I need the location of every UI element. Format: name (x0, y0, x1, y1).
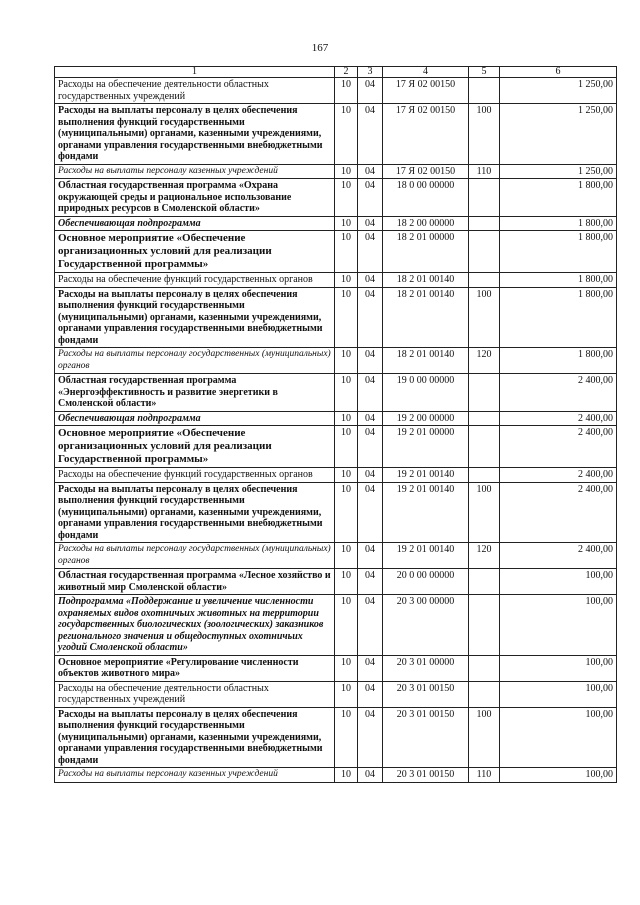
row-target-article: 18 2 01 00140 (383, 273, 469, 288)
row-expense-type: 100 (469, 287, 500, 348)
row-expense-type (469, 179, 500, 217)
row-section: 10 (335, 768, 358, 783)
row-amount: 2 400,00 (500, 482, 617, 543)
row-expense-type (469, 231, 500, 273)
row-subsection: 04 (358, 164, 383, 179)
row-expense-type (469, 569, 500, 595)
row-subsection: 04 (358, 543, 383, 569)
row-expense-type (469, 468, 500, 483)
row-target-article: 20 3 01 00150 (383, 681, 469, 707)
header-col-amount: 6 (500, 67, 617, 78)
table-row (55, 595, 617, 656)
row-section: 10 (335, 231, 358, 273)
row-subsection: 04 (358, 681, 383, 707)
row-expense-type (469, 273, 500, 288)
row-section: 10 (335, 681, 358, 707)
row-section: 10 (335, 543, 358, 569)
header-row (55, 67, 617, 78)
row-section: 10 (335, 707, 358, 768)
row-section: 10 (335, 426, 358, 468)
row-subsection: 04 (358, 216, 383, 231)
table-row (55, 426, 617, 468)
table-row (55, 569, 617, 595)
row-target-article: 20 3 01 00150 (383, 707, 469, 768)
header-col-name: 1 (55, 67, 335, 78)
row-name: Областная государственная программа «Охрана окружающей среды и рациональное использование природных ресурсов в Смоленской области» (55, 179, 335, 217)
row-section: 10 (335, 569, 358, 595)
row-section: 10 (335, 273, 358, 288)
row-target-article: 17 Я 02 00150 (383, 164, 469, 179)
table-row (55, 707, 617, 768)
row-target-article: 20 0 00 00000 (383, 569, 469, 595)
row-target-article: 19 2 01 00000 (383, 426, 469, 468)
row-name: Расходы на выплаты персоналу государственных (муниципальных) органов (55, 348, 335, 374)
row-subsection: 04 (358, 104, 383, 165)
row-subsection: 04 (358, 348, 383, 374)
row-section: 10 (335, 374, 358, 412)
row-subsection: 04 (358, 595, 383, 656)
row-subsection: 04 (358, 411, 383, 426)
row-amount: 1 800,00 (500, 348, 617, 374)
row-expense-type: 120 (469, 348, 500, 374)
row-name: Расходы на выплаты персоналу в целях обеспечения выполнения функций государственными (муниципальными) органами, казенными учреждениями, органами управления государственными внебюджетными фондами (55, 707, 335, 768)
header-col-target-article: 4 (383, 67, 469, 78)
row-name: Основное мероприятие «Регулирование численности объектов животного мира» (55, 655, 335, 681)
row-amount: 2 400,00 (500, 426, 617, 468)
row-target-article: 18 2 01 00000 (383, 231, 469, 273)
table-row (55, 287, 617, 348)
row-target-article: 19 2 01 00140 (383, 543, 469, 569)
row-name: Подпрограмма «Поддержание и увеличение численности охраняемых видов охотничьих животных на территории государственных биологических (зоологических) заказников регионального значения и общедоступных охотничьих угодий Смоленской области» (55, 595, 335, 656)
row-name: Расходы на выплаты персоналу казенных учреждений (55, 164, 335, 179)
row-expense-type (469, 681, 500, 707)
row-name: Расходы на обеспечение функций государственных органов (55, 468, 335, 483)
row-expense-type (469, 426, 500, 468)
table-row (55, 374, 617, 412)
table-row (55, 681, 617, 707)
row-name: Расходы на обеспечение деятельности областных государственных учреждений (55, 78, 335, 104)
row-expense-type: 100 (469, 104, 500, 165)
row-name: Основное мероприятие «Обеспечение организационных условий для реализации Государственной программы» (55, 231, 335, 273)
row-name: Областная государственная программа «Лесное хозяйство и животный мир Смоленской области» (55, 569, 335, 595)
row-expense-type (469, 595, 500, 656)
row-name: Обеспечивающая подпрограмма (55, 216, 335, 231)
row-section: 10 (335, 164, 358, 179)
table-row (55, 411, 617, 426)
row-name: Областная государственная программа «Энергоэффективность и развитие энергетики в Смоленской области» (55, 374, 335, 412)
row-target-article: 20 3 01 00000 (383, 655, 469, 681)
row-target-article: 19 2 01 00140 (383, 468, 469, 483)
row-amount: 2 400,00 (500, 543, 617, 569)
row-name: Расходы на выплаты персоналу в целях обеспечения выполнения функций государственными (муниципальными) органами, казенными учреждениями, органами управления государственными внебюджетными фондами (55, 287, 335, 348)
row-amount: 100,00 (500, 655, 617, 681)
row-section: 10 (335, 655, 358, 681)
row-expense-type (469, 655, 500, 681)
table-row (55, 104, 617, 165)
table-row (55, 768, 617, 783)
table-row (55, 468, 617, 483)
row-amount: 1 800,00 (500, 179, 617, 217)
row-subsection: 04 (358, 273, 383, 288)
row-subsection: 04 (358, 468, 383, 483)
row-target-article: 18 2 01 00140 (383, 348, 469, 374)
row-subsection: 04 (358, 287, 383, 348)
row-amount: 2 400,00 (500, 468, 617, 483)
row-name: Расходы на обеспечение функций государственных органов (55, 273, 335, 288)
row-target-article: 18 2 01 00140 (383, 287, 469, 348)
row-expense-type: 120 (469, 543, 500, 569)
table-row (55, 543, 617, 569)
row-section: 10 (335, 411, 358, 426)
row-section: 10 (335, 348, 358, 374)
row-name: Расходы на выплаты персоналу в целях обеспечения выполнения функций государственными (муниципальными) органами, казенными учреждениями, органами управления государственными внебюджетными фондами (55, 104, 335, 165)
row-name: Обеспечивающая подпрограмма (55, 411, 335, 426)
row-subsection: 04 (358, 179, 383, 217)
row-amount: 100,00 (500, 768, 617, 783)
row-section: 10 (335, 216, 358, 231)
table-row (55, 655, 617, 681)
row-expense-type: 110 (469, 164, 500, 179)
row-target-article: 17 Я 02 00150 (383, 104, 469, 165)
table-row (55, 482, 617, 543)
table-row (55, 78, 617, 104)
row-amount: 100,00 (500, 681, 617, 707)
row-subsection: 04 (358, 707, 383, 768)
row-subsection: 04 (358, 482, 383, 543)
row-amount: 100,00 (500, 595, 617, 656)
row-target-article: 19 0 00 00000 (383, 374, 469, 412)
row-target-article: 20 3 01 00150 (383, 768, 469, 783)
row-amount: 1 250,00 (500, 164, 617, 179)
row-section: 10 (335, 482, 358, 543)
row-name: Расходы на выплаты персоналу государственных (муниципальных) органов (55, 543, 335, 569)
header-col-expense-type: 5 (469, 67, 500, 78)
table-row (55, 348, 617, 374)
row-expense-type: 100 (469, 482, 500, 543)
row-subsection: 04 (358, 569, 383, 595)
row-section: 10 (335, 287, 358, 348)
row-subsection: 04 (358, 374, 383, 412)
row-section: 10 (335, 179, 358, 217)
row-target-article: 17 Я 02 00150 (383, 78, 469, 104)
row-name: Расходы на выплаты персоналу казенных учреждений (55, 768, 335, 783)
row-target-article: 18 0 00 00000 (383, 179, 469, 217)
row-expense-type (469, 374, 500, 412)
table-row (55, 273, 617, 288)
row-section: 10 (335, 595, 358, 656)
row-target-article: 18 2 00 00000 (383, 216, 469, 231)
page-number: 167 (311, 42, 329, 54)
table-row (55, 164, 617, 179)
row-amount: 1 800,00 (500, 216, 617, 231)
budget-table (54, 66, 617, 783)
row-expense-type (469, 78, 500, 104)
row-section: 10 (335, 104, 358, 165)
row-amount: 1 250,00 (500, 78, 617, 104)
row-expense-type (469, 411, 500, 426)
table-row (55, 231, 617, 273)
row-amount: 100,00 (500, 569, 617, 595)
table-row (55, 216, 617, 231)
row-subsection: 04 (358, 231, 383, 273)
row-amount: 100,00 (500, 707, 617, 768)
row-amount: 1 250,00 (500, 104, 617, 165)
row-amount: 1 800,00 (500, 287, 617, 348)
row-amount: 2 400,00 (500, 411, 617, 426)
row-target-article: 20 3 00 00000 (383, 595, 469, 656)
row-section: 10 (335, 468, 358, 483)
row-section: 10 (335, 78, 358, 104)
row-amount: 2 400,00 (500, 374, 617, 412)
row-amount: 1 800,00 (500, 273, 617, 288)
row-amount: 1 800,00 (500, 231, 617, 273)
row-expense-type: 110 (469, 768, 500, 783)
row-name: Расходы на обеспечение деятельности областных государственных учреждений (55, 681, 335, 707)
header-col-section: 2 (335, 67, 358, 78)
row-subsection: 04 (358, 655, 383, 681)
row-subsection: 04 (358, 768, 383, 783)
row-name: Основное мероприятие «Обеспечение организационных условий для реализации Государственной программы» (55, 426, 335, 468)
header-col-subsection: 3 (358, 67, 383, 78)
row-name: Расходы на выплаты персоналу в целях обеспечения выполнения функций государственными (муниципальными) органами, казенными учреждениями, органами управления государственными внебюджетными фондами (55, 482, 335, 543)
table-row (55, 179, 617, 217)
row-target-article: 19 2 00 00000 (383, 411, 469, 426)
row-expense-type: 100 (469, 707, 500, 768)
row-subsection: 04 (358, 426, 383, 468)
row-expense-type (469, 216, 500, 231)
row-target-article: 19 2 01 00140 (383, 482, 469, 543)
row-subsection: 04 (358, 78, 383, 104)
